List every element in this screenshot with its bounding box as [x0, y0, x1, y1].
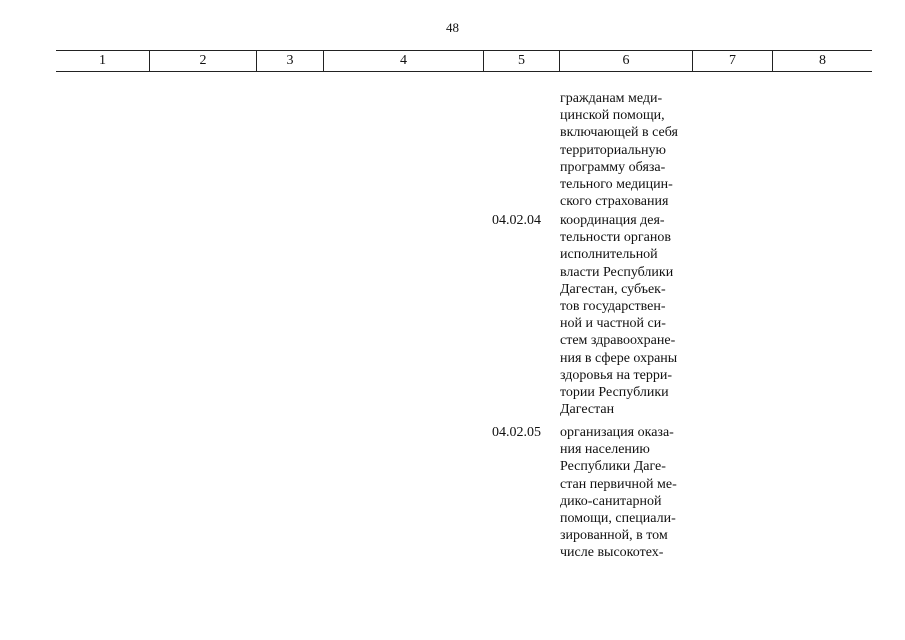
text-line: программу обяза- — [560, 159, 666, 175]
text-line: власти Республики — [560, 264, 674, 280]
column-header-6: 6 — [559, 51, 692, 71]
text-line: здоровья на терри- — [560, 367, 673, 383]
column-header-2: 2 — [149, 51, 256, 71]
column-header-8: 8 — [772, 51, 872, 71]
text-line: Дагестан — [560, 402, 615, 418]
text-line: стан первичной ме- — [560, 476, 677, 492]
text-line: помощи, специали- — [560, 511, 676, 527]
text-line: ния населению — [560, 442, 650, 458]
text-line: числе высокотех- — [560, 545, 664, 561]
text-line: цинской помощи, — [560, 108, 665, 124]
text-line: территориальную — [560, 142, 666, 158]
entry-code: 04.02.05 — [492, 425, 541, 440]
table-header-row — [56, 50, 872, 72]
text-line: дико-санитарной — [560, 493, 662, 509]
text-line: тельного медицин- — [560, 177, 673, 193]
text-line: ной и частной си- — [560, 316, 666, 332]
text-line: координация дея- — [560, 213, 665, 228]
column-header-4: 4 — [323, 51, 483, 71]
text-line: исполнительной — [560, 247, 658, 263]
column-header-1: 1 — [99, 53, 106, 68]
text-line: Дагестан, субъек- — [560, 281, 666, 297]
column-header-7: 7 — [692, 51, 772, 71]
entry-description — [560, 424, 700, 562]
page-number: 48 — [446, 20, 459, 35]
text-line: организация оказа- — [560, 425, 674, 440]
text-line: ния в сфере охраны — [560, 350, 678, 366]
text-line: ского страхования — [560, 194, 669, 210]
entry-description — [560, 212, 700, 418]
entry-description — [560, 90, 700, 210]
text-line: тельности органов — [560, 230, 671, 246]
text-line: стем здравоохране- — [560, 333, 676, 349]
column-header-3: 3 — [256, 51, 323, 71]
text-line: тов государствен- — [560, 299, 666, 315]
column-header-5: 5 — [483, 51, 559, 71]
entry-code: 04.02.04 — [492, 213, 541, 228]
text-line: зированной, в том — [560, 528, 668, 544]
text-line: тории Республики — [560, 385, 669, 401]
text-line: гражданам меди- — [560, 91, 663, 106]
text-line: Республики Даге- — [560, 459, 666, 475]
text-line: включающей в себя — [560, 125, 678, 141]
